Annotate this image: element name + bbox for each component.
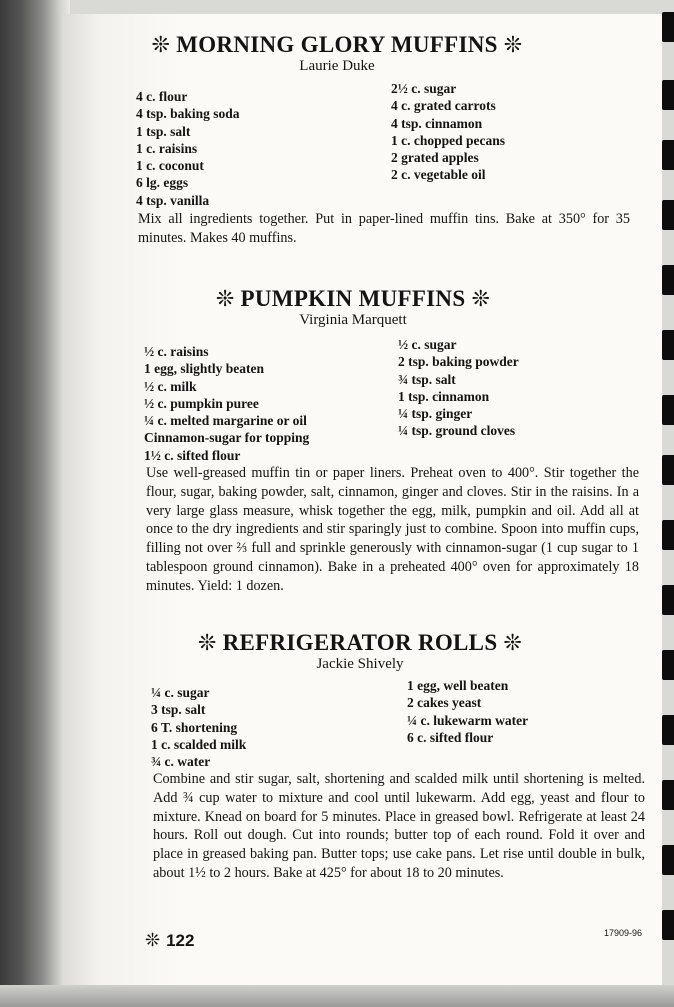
- binding-tab: [662, 910, 674, 940]
- ingredient: ½ c. sugar: [398, 337, 457, 352]
- ingredient: ¼ tsp. ground cloves: [398, 423, 516, 439]
- ingredient: 4 tsp. vanilla: [136, 192, 210, 208]
- binding-tab: [662, 200, 674, 230]
- recipe-title-text: REFRIGERATOR ROLLS: [222, 630, 498, 655]
- page-number-text: 122: [166, 931, 195, 950]
- binding-tab: [662, 780, 674, 810]
- recipe-title: [16, 286, 674, 312]
- ingredient: 1 tsp. cinnamon: [398, 388, 490, 404]
- ingredient: ¼ c. lukewarm water: [407, 712, 529, 728]
- ingredient: ¾ tsp. salt: [398, 371, 456, 387]
- ingredient: 4 c. grated carrots: [391, 98, 496, 114]
- asterisk-icon: ❊: [215, 286, 235, 311]
- ingredient: 1 egg, slightly beaten: [144, 361, 264, 377]
- ingredient: 4 tsp. baking soda: [136, 106, 240, 122]
- ingredient: 2 tsp. baking powder: [398, 354, 519, 370]
- ingredient: ½ c. pumpkin puree: [144, 395, 259, 411]
- ingredient: 1 c. coconut: [136, 158, 204, 174]
- asterisk-icon: ❊: [197, 630, 217, 655]
- ingredients-left: [144, 343, 309, 464]
- ingredient: ¼ c. sugar: [151, 685, 210, 700]
- ingredient: ¼ c. melted margarine or oil: [144, 413, 307, 429]
- asterisk-icon: ❊: [503, 630, 523, 655]
- ingredients-left: [136, 88, 240, 209]
- asterisk-icon: ❊: [471, 286, 491, 311]
- ingredients-right: [391, 80, 505, 184]
- asterisk-icon: ❊: [151, 32, 171, 57]
- binding-tab: [662, 845, 674, 875]
- ingredient: 2 cakes yeast: [407, 695, 482, 711]
- recipe-title: [0, 32, 674, 58]
- page-number: [145, 930, 194, 951]
- ingredient: Cinnamon-sugar for topping: [144, 430, 310, 446]
- recipe-author: Laurie Duke: [299, 58, 375, 74]
- recipe-title: [23, 630, 674, 656]
- ingredient: ¼ tsp. ginger: [398, 406, 473, 422]
- print-code: 17909-96: [604, 928, 643, 938]
- ingredient: 1 c. raisins: [136, 140, 198, 156]
- recipe-directions: Combine and stir sugar, salt, shortening and scalded milk until shortening is melted. Add ¾ cup water to mixture and cool until lukewarm. Add egg, yeast and flour to mixture. Knead on board for 5 minutes. Place in greased bowl. Refrigerate at least 24 hours. Roll out dough. Cut into rounds; butter top of each round. Fold it over and place in greased baking pan. Butter tops; use cake pans. Let rise until double in bulk, about 1½ to 2 hours. Bake at 425° for about 18 to 20 minutes.: [153, 771, 645, 881]
- ingredient: 2 c. vegetable oil: [391, 167, 486, 183]
- recipe-directions: Use well-greased muffin tin or paper liners. Preheat oven to 400°. Stir together the flour, sugar, baking powder, salt, cinnamon, ginger and cloves. Stir in the raisins. In a very large glass measure, whisk together the egg, milk, pumpkin and oil. Add all at once to the dry ingredients and stir sparingly just to combine. Spoon into muffin cups, filling not over ⅔ full and sprinkle generously with cinnamon-sugar (1 cup sugar to 1 tablespoon ground cinnamon). Bake in a preheated 400° oven for approximately 18 minutes. Yield: 1 dozen.: [146, 465, 639, 594]
- binding-tab: [662, 715, 674, 745]
- ingredient: 6 lg. eggs: [136, 175, 189, 191]
- ingredient: 1 c. chopped pecans: [391, 132, 506, 148]
- binding-tab: [662, 520, 674, 550]
- ingredient: 3 tsp. salt: [151, 702, 206, 718]
- binding-tab: [662, 585, 674, 615]
- ingredient: 1 egg, well beaten: [407, 678, 509, 693]
- page-bottom-shadow: [0, 985, 674, 1007]
- ingredients-right: [407, 677, 528, 746]
- ingredient: 1½ c. sifted flour: [144, 447, 241, 463]
- ingredient: 6 c. sifted flour: [407, 729, 494, 745]
- ingredient: 4 c. flour: [136, 89, 188, 104]
- ingredient: 2 grated apples: [391, 150, 479, 166]
- ingredient: 1 c. scalded milk: [151, 736, 247, 752]
- asterisk-icon: ❊: [145, 930, 161, 950]
- book-gutter: [0, 0, 70, 1007]
- recipe-title-text: MORNING GLORY MUFFINS: [176, 32, 498, 57]
- recipe-title-text: PUMPKIN MUFFINS: [240, 286, 466, 311]
- ingredient: ½ c. raisins: [144, 344, 209, 359]
- ingredient: 1 tsp. salt: [136, 123, 191, 139]
- ingredient: ¾ c. water: [151, 754, 211, 770]
- recipe-author: Jackie Shively: [316, 656, 404, 672]
- binding-tab: [662, 330, 674, 360]
- ingredient: 6 T. shortening: [151, 719, 238, 735]
- ingredients-left: [151, 684, 246, 770]
- binding-tab: [662, 140, 674, 170]
- binding-tab: [662, 395, 674, 425]
- ingredient: 2½ c. sugar: [391, 81, 457, 96]
- asterisk-icon: ❊: [503, 32, 523, 57]
- ingredients-right: [398, 336, 519, 440]
- binding-tab: [662, 455, 674, 485]
- recipe-directions: Mix all ingredients together. Put in paper-lined muffin tins. Bake at 350° for 35 minutes. Makes 40 muffins.: [138, 211, 630, 246]
- ingredient: 4 tsp. cinnamon: [391, 115, 483, 131]
- spiral-binding: [660, 0, 674, 1007]
- binding-tab: [662, 80, 674, 110]
- recipe-author: Virginia Marquett: [299, 312, 407, 328]
- ingredient: ½ c. milk: [144, 378, 197, 394]
